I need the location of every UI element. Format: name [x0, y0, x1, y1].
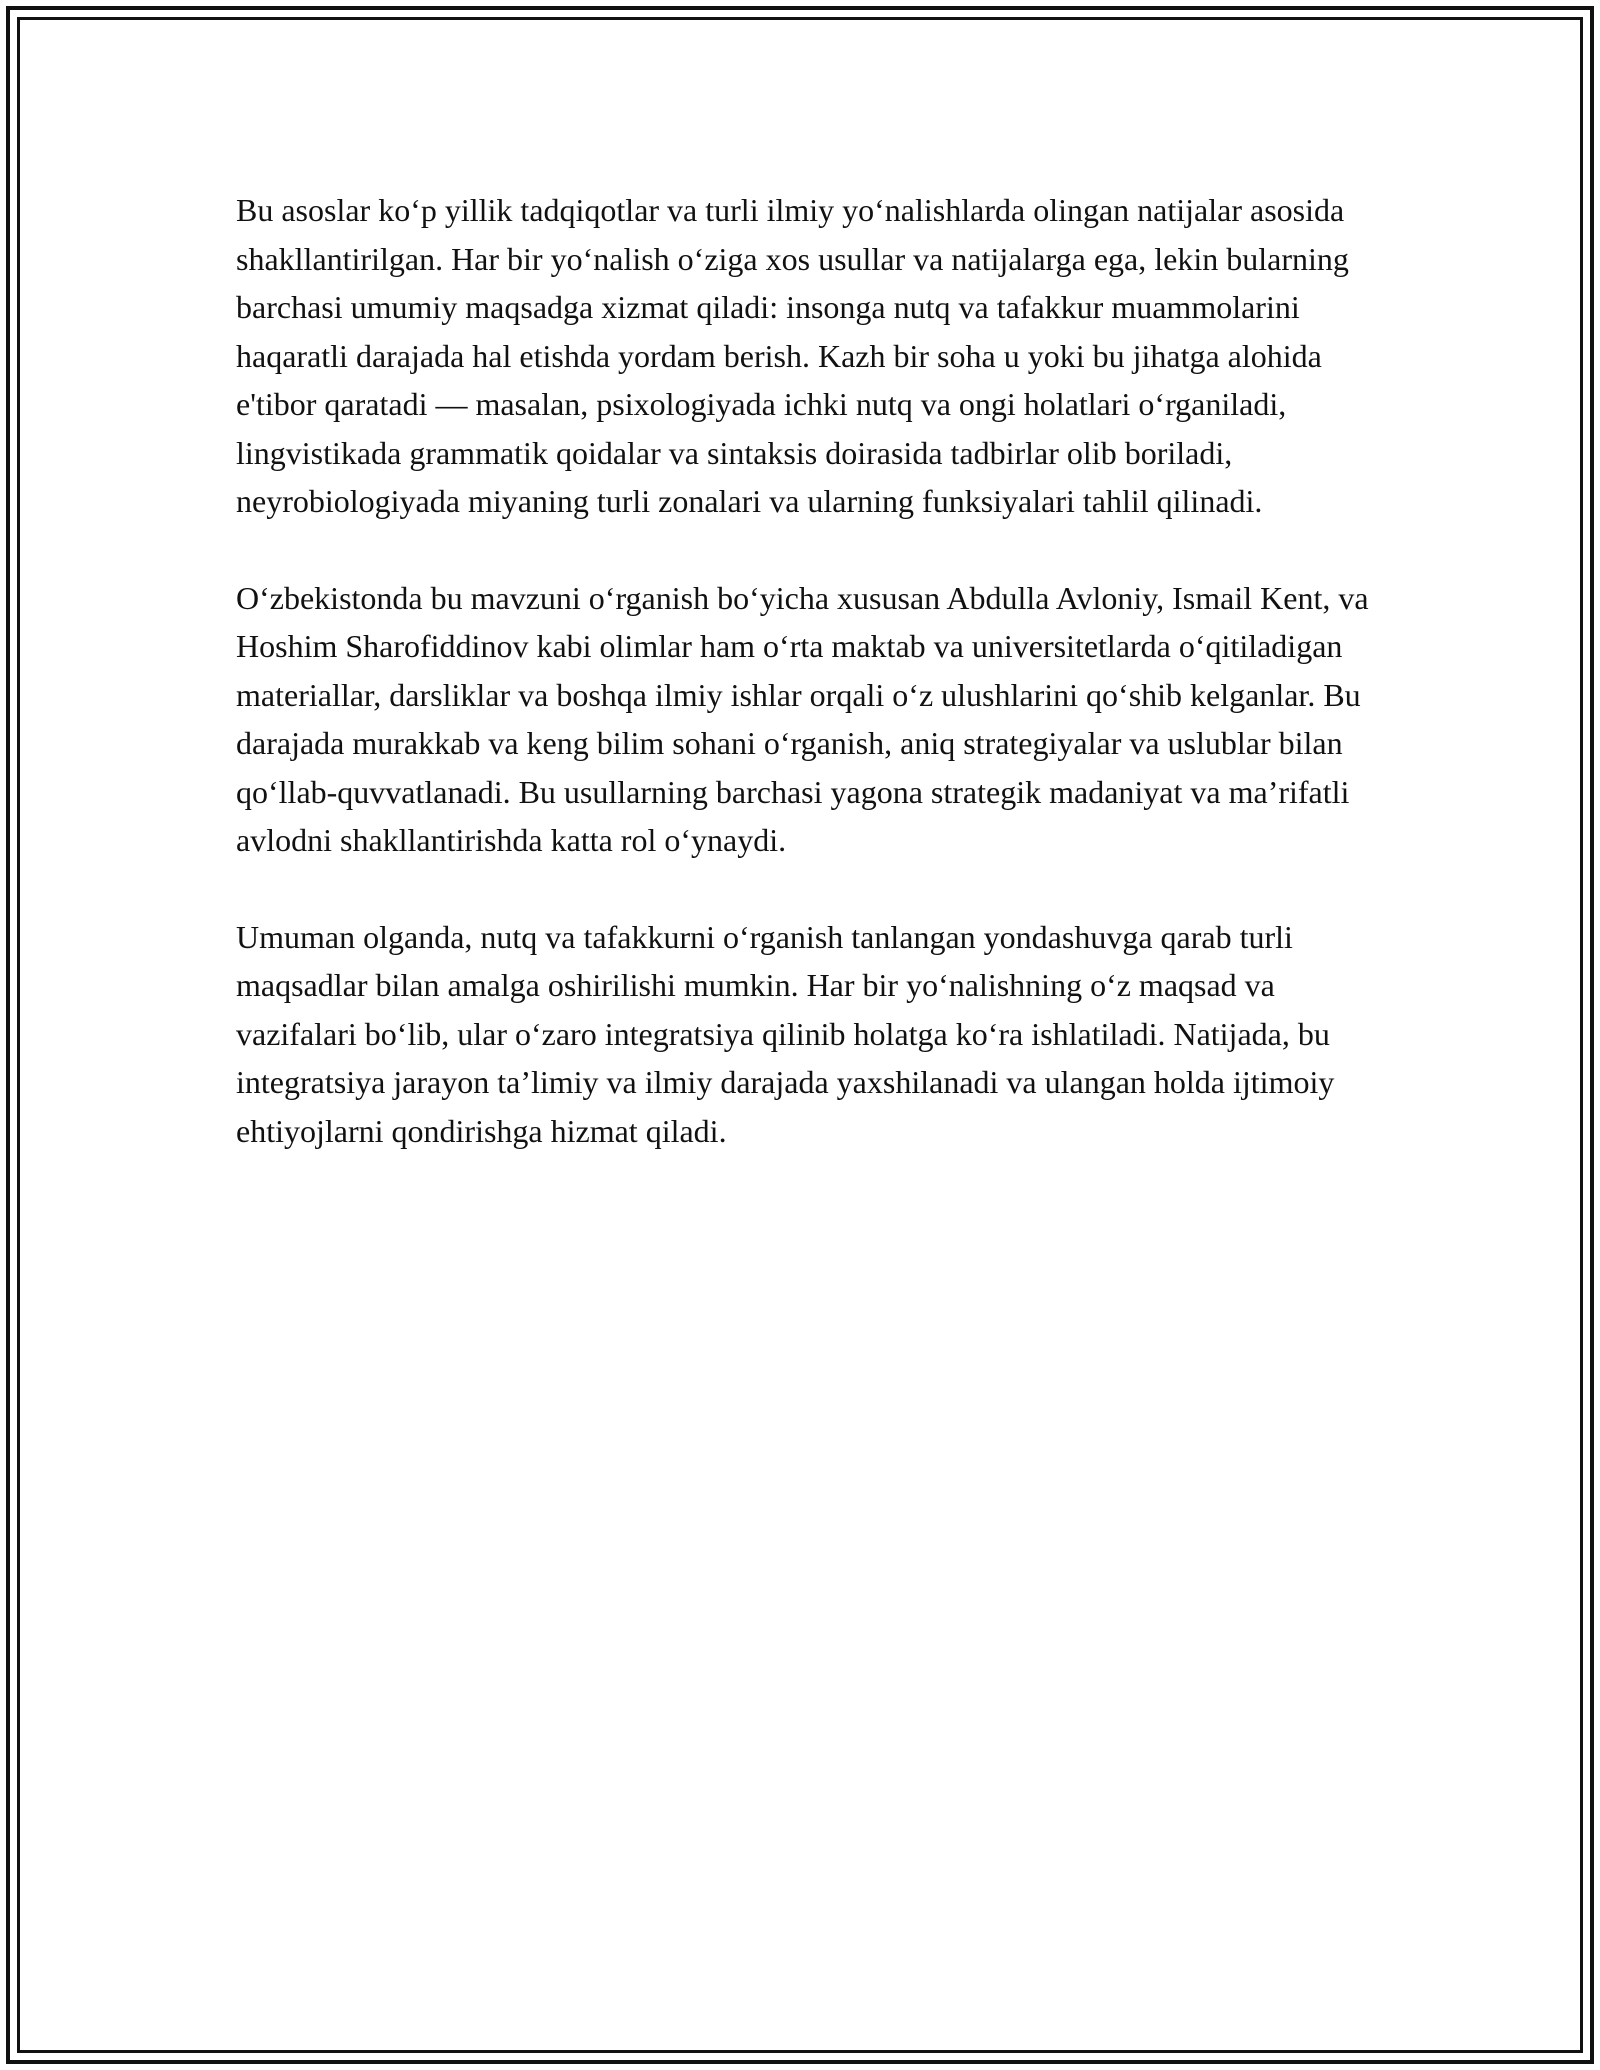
paragraph-1: Bu asoslar koʻp yillik tadqiqotlar va turli ilmiy yoʻnalishlarda olingan natijalar asosida shakllantirilgan. Har bir yoʻnalish oʻziga xos usullar va natijalarga ega, lekin bularning barchasi umumiy maqsadga xizmat qiladi: insonga nutq va tafakkur muammolarini haqaratli darajada hal etishda yordam berish. Kazh bir soha u yoki bu jihatga alohida e'tibor qaratadi — masalan, psixologiyada ichki nutq va ongi holatlari oʻrganiladi, lingvistikada grammatik qoidalar va sintaksis doirasida tadbirlar olib boriladi, neyrobiologiyada miyaning turli zonalari va ularning funksiyalari tahlil qilinadi. — [236, 192, 1349, 519]
paragraph-2: Oʻzbekistonda bu mavzuni oʻrganish boʻyicha xususan Abdulla Avloniy, Ismail Kent, va Hoshim Sharofiddinov kabi olimlar ham oʻrta maktab va universitetlarda oʻqitiladigan materiallar, darsliklar va boshqa ilmiy ishlar orqali oʻz ulushlarini qoʻshib kelganlar. Bu darajada murakkab va keng bilim sohani oʻrganish, aniq strategiyalar va uslublar bilan qoʻllab-quvvatlanadi. Bu usullarning barchasi yagona strategik madaniyat va ma’rifatli avlodni shakllantirishda katta rol oʻynaydi. — [236, 579, 1369, 858]
paragraph-3: Umuman olganda, nutq va tafakkurni oʻrganish tanlangan yondashuvga qarab turli maqsadlar bilan amalga oshirilishi mumkin. Har bir yoʻnalishning oʻz maqsad va vazifalari boʻlib, ular oʻzaro integratsiya qilinib holatga koʻra ishlatiladi. Natijada, bu integratsiya jarayon ta’limiy va ilmiy darajada yaxshilanadi va ulangan holda ijtimoiy ehtiyojlarni qondirishga hizmat qiladi. — [236, 918, 1335, 1149]
document-body — [236, 186, 1386, 1155]
